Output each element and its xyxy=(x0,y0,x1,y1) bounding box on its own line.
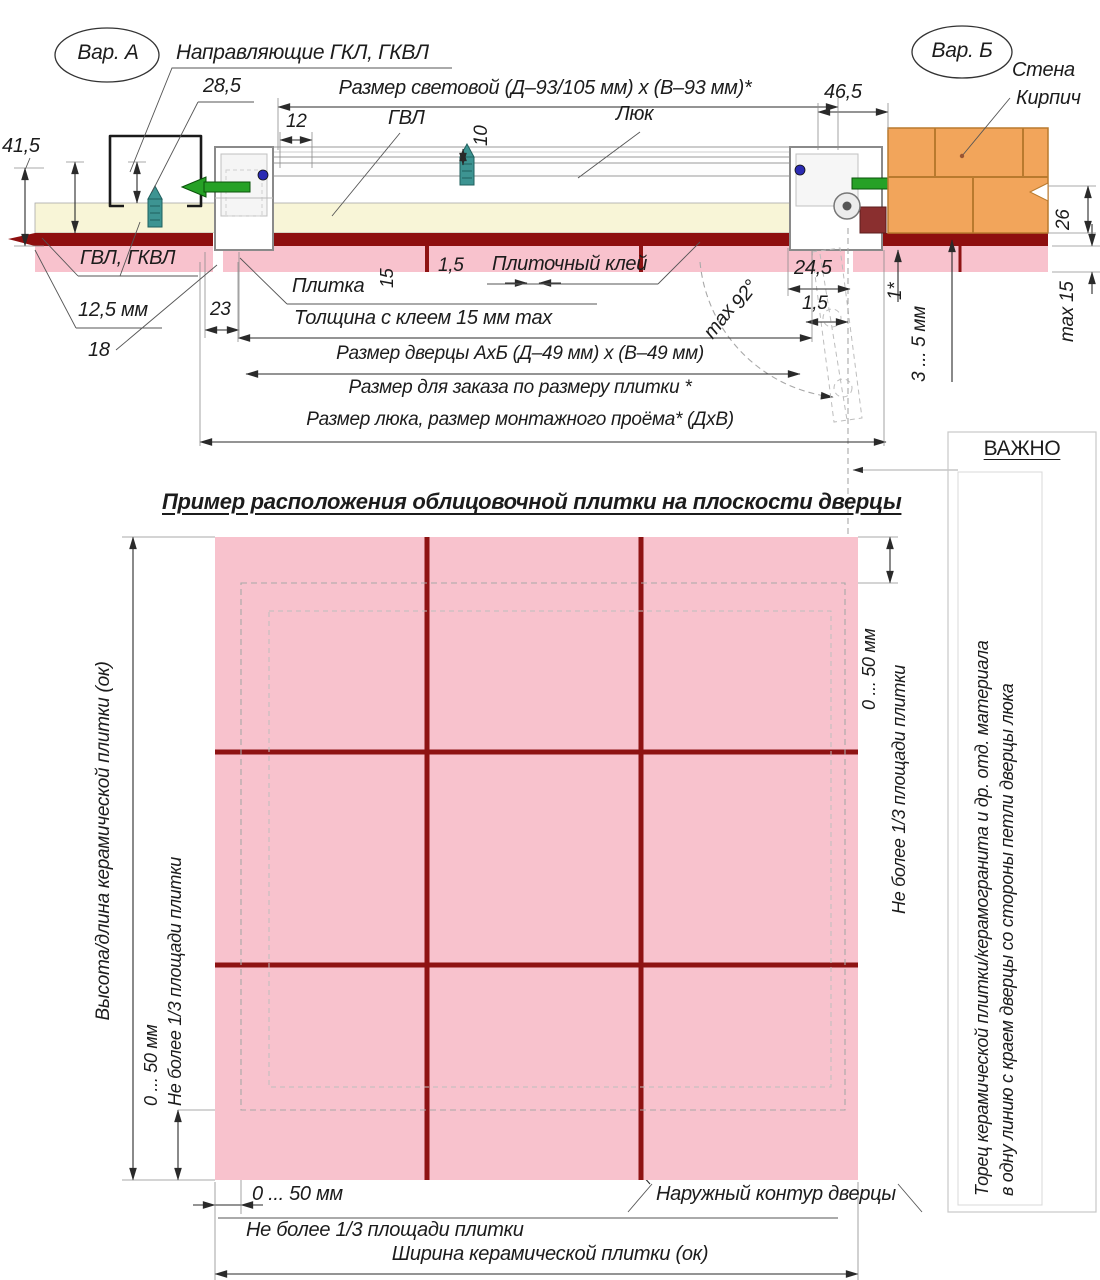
tile-third-left-label: Не более 1/3 площади плитки xyxy=(165,857,185,1106)
tile-width-label: Ширина керамической плитки (ок) xyxy=(391,1243,709,1265)
outer-contour-label: Наружный контур дверцы xyxy=(656,1183,896,1205)
dim-28-5: 28,5 xyxy=(203,75,241,97)
adhesive-layer xyxy=(8,233,1048,246)
tile-grid xyxy=(215,537,858,1180)
brick-wall xyxy=(888,128,1048,233)
tile-offset-bottom-label: 0 ... 50 мм xyxy=(252,1183,343,1205)
label-guides: Направляющие ГКЛ, ГКВЛ xyxy=(176,41,429,64)
dim-18: 18 xyxy=(88,339,110,361)
variant-b-label: Вар. Б xyxy=(931,39,993,62)
dim-1-star: 1* xyxy=(885,282,906,300)
dim-3-5mm: 3 ... 5 мм xyxy=(909,306,930,382)
dim-26: 26 xyxy=(1053,209,1074,230)
tile-offset-right-label: 0 ... 50 мм xyxy=(859,628,879,710)
dim-1-5-joint: 1,5 xyxy=(438,255,464,276)
important-note xyxy=(970,486,1020,1196)
tile-third-right-label: Не более 1/3 площади плитки xyxy=(889,665,909,914)
dim-10: 10 xyxy=(471,125,492,146)
dim-23: 23 xyxy=(210,299,231,320)
tile-third-bottom-label: Не более 1/3 площади плитки xyxy=(246,1219,524,1241)
label-gvl: ГВЛ xyxy=(388,107,425,129)
tile-offset-left-label: 0 ... 50 мм xyxy=(141,1024,161,1106)
important-title-text: ВАЖНО xyxy=(983,437,1061,460)
screw-head-left-icon xyxy=(258,170,268,180)
dim-15: 15 xyxy=(377,268,397,288)
label-gvl-gkvl: ГВЛ, ГКВЛ xyxy=(80,247,176,269)
label-hatch: Люк xyxy=(616,103,654,125)
dim-door-size: Размер дверцы АхБ (Д–49 мм) х (В–49 мм) xyxy=(336,343,704,364)
important-title xyxy=(950,438,1094,460)
screw-wall-icon xyxy=(148,186,162,227)
tile-height-label: Высота/длина керамической плитки (ок) xyxy=(93,661,114,1021)
dim-1-5-hinge: 1,5 xyxy=(802,293,828,314)
label-wall: Стена xyxy=(1012,59,1075,81)
label-tile: Плитка xyxy=(292,275,365,297)
important-note-line2: в одну линию с краем дверцы со стороны петли дверцы люка xyxy=(997,683,1017,1196)
label-tile-adhesive: Плиточный клей xyxy=(492,253,648,275)
wall-board-gvl xyxy=(35,203,215,233)
dim-41-5: 41,5 xyxy=(2,135,40,157)
dim-12: 12 xyxy=(286,111,307,132)
dim-max-15: max 15 xyxy=(1057,281,1078,342)
important-note-line1: Торец керамической плитки/керамогранита и др. отд. материала xyxy=(972,640,992,1196)
label-brick: Кирпич xyxy=(1016,87,1081,109)
dim-order-size: Размер для заказа по размеру плитки * xyxy=(348,377,692,398)
label-thickness: Толщина с клеем 15 мм max xyxy=(294,307,552,329)
mounting-block xyxy=(860,207,886,233)
dim-12-5: 12,5 мм xyxy=(78,299,148,321)
dim-max: max xyxy=(699,300,740,343)
dim-clear-size: Размер световой (Д–93/105 мм) х (В–93 мм)* xyxy=(338,77,752,99)
dim-hatch-size: Размер люка, размер монтажного проёма* (ДхВ) xyxy=(306,409,734,430)
tile-example-title: Пример расположения облицовочной плитки на плоскости дверцы xyxy=(162,489,902,514)
dim-46-5: 46,5 xyxy=(824,81,862,103)
door-board-gvl xyxy=(272,203,790,233)
dim-24-5: 24,5 xyxy=(794,257,832,279)
variant-a-label: Вар. А xyxy=(77,41,139,64)
dim-92deg: 92° xyxy=(727,276,763,313)
screw-head-right-icon xyxy=(795,165,805,175)
anchor-left-icon xyxy=(182,177,206,197)
